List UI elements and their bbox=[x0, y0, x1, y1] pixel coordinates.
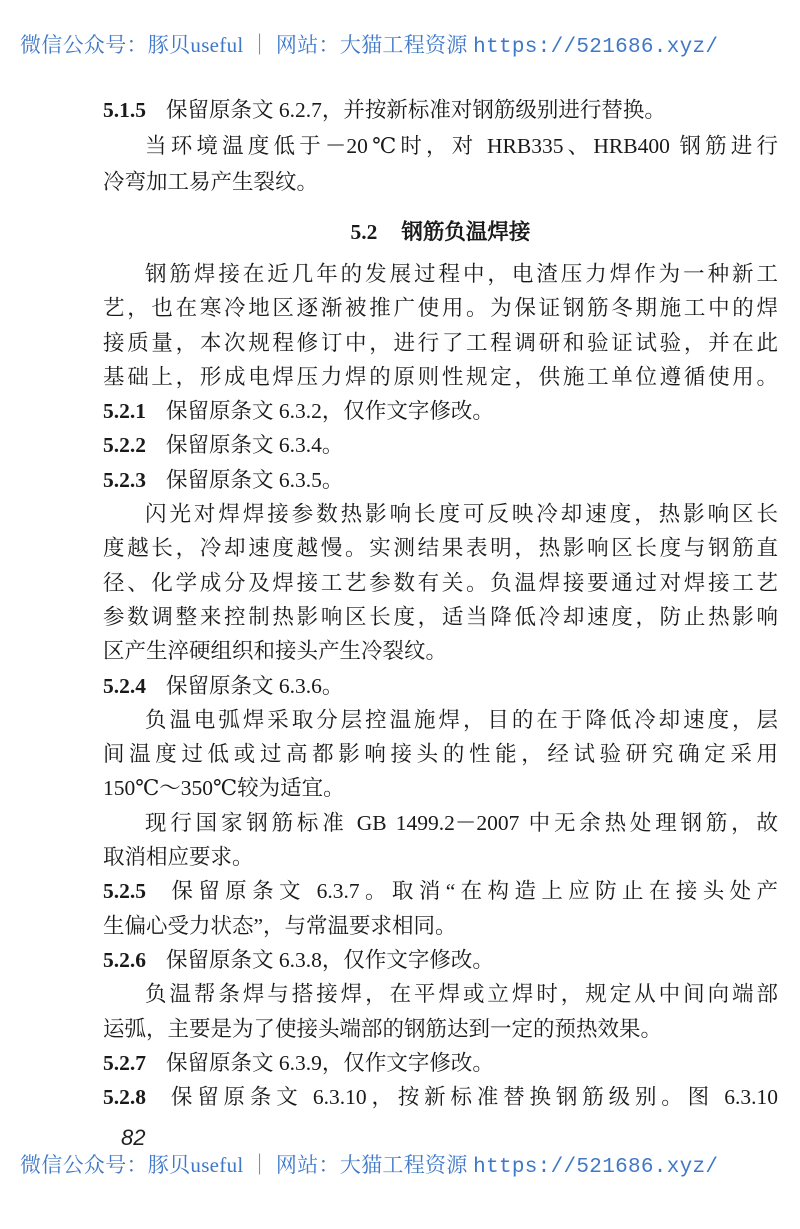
text-line bbox=[103, 771, 778, 805]
text-line bbox=[103, 600, 778, 634]
clause-line bbox=[103, 669, 778, 703]
clause-number: 5.2.7 bbox=[103, 1050, 146, 1075]
line-text: 保留原条文 6.3.8，仅作文字修改。 bbox=[166, 947, 494, 972]
line-text: 保留原条文 6.3.2，仅作文字修改。 bbox=[166, 399, 494, 424]
line-text: 间温度过低或过高都影响接头的性能，经试验研究确定采用 bbox=[103, 742, 778, 767]
text-line bbox=[103, 497, 778, 531]
line-text: 径、化学成分及焊接工艺参数有关。负温焊接要通过对焊接工艺 bbox=[103, 570, 778, 595]
line-text: 现行国家钢筋标准 GB 1499.2－2007 中无余热处理钢筋，故 bbox=[145, 810, 778, 835]
line-text: 度越长，冷却速度越慢。实测结果表明，热影响区长度与钢筋直 bbox=[103, 536, 778, 561]
section-number: 5.2 bbox=[350, 220, 378, 244]
clause-line bbox=[103, 943, 778, 977]
text-line bbox=[103, 909, 778, 943]
text-line bbox=[103, 326, 778, 360]
clause-number: 5.2.1 bbox=[103, 399, 146, 424]
line-text: 当环境温度低于－20℃时，对 HRB335、HRB400 钢筋进行 bbox=[145, 134, 778, 158]
section-title: 钢筋负温焊接 bbox=[401, 220, 531, 244]
line-text: 取消相应要求。 bbox=[103, 845, 254, 870]
text-line bbox=[103, 164, 778, 200]
clause-number: 5.2.4 bbox=[103, 673, 146, 698]
text-line bbox=[103, 291, 778, 325]
line-text: 运弧，主要是为了使接头端部的钢筋达到一定的预热效果。 bbox=[103, 1016, 663, 1041]
clause-line bbox=[103, 394, 778, 428]
text-line bbox=[103, 257, 778, 291]
line-text: 负温帮条焊与搭接焊，在平焊或立焊时，规定从中间向端部 bbox=[145, 982, 778, 1007]
text-line bbox=[103, 128, 778, 164]
watermark-label: 微信公众号：豚贝useful ｜ 网站：大猫工程资源 bbox=[20, 33, 474, 57]
watermark-top bbox=[20, 33, 780, 57]
clause-number: 5.2.3 bbox=[103, 467, 146, 492]
line-text: 区产生淬硬组织和接头产生冷裂纹。 bbox=[103, 639, 448, 664]
document-body bbox=[103, 92, 778, 1114]
text-line bbox=[103, 566, 778, 600]
clause-line bbox=[103, 874, 778, 908]
text-line bbox=[103, 737, 778, 771]
clause-number: 5.2.5 bbox=[103, 879, 146, 904]
text-line bbox=[103, 703, 778, 737]
text-line bbox=[103, 840, 778, 874]
clause-line bbox=[103, 463, 778, 497]
clause-line bbox=[103, 92, 778, 128]
watermark-url: https://521686.xyz/ bbox=[473, 36, 719, 59]
line-text: 生偏心受力状态”，与常温要求相同。 bbox=[103, 913, 457, 938]
clause-number: 5.2.2 bbox=[103, 433, 146, 458]
line-text: 保留原条文 6.2.7，并按新标准对钢筋级别进行替换。 bbox=[166, 98, 666, 122]
clause-line bbox=[103, 428, 778, 462]
clause-number: 5.1.5 bbox=[103, 98, 146, 122]
line-text: 负温电弧焊采取分层控温施焊，目的在于降低冷却速度，层 bbox=[145, 707, 778, 732]
text-line bbox=[103, 1012, 778, 1046]
section-heading bbox=[103, 208, 778, 257]
line-text: 参数调整来控制热影响区长度，适当降低冷却速度，防止热影响 bbox=[103, 604, 778, 629]
line-text: 保留原条文 6.3.9，仅作文字修改。 bbox=[166, 1050, 494, 1075]
line-text: 钢筋焊接在近几年的发展过程中，电渣压力焊作为一种新工 bbox=[145, 262, 778, 286]
watermark-url: https://521686.xyz/ bbox=[473, 1156, 719, 1179]
line-text: 基础上，形成电焊压力焊的原则性规定，供施工单位遵循使用。 bbox=[103, 364, 778, 389]
line-text: 接质量，本次规程修订中，进行了工程调研和验证试验，并在此 bbox=[103, 330, 778, 355]
line-text: 冷弯加工易产生裂纹。 bbox=[103, 170, 319, 194]
text-line bbox=[103, 360, 778, 394]
watermark-bottom bbox=[20, 1153, 780, 1177]
line-text: 保留原条文 6.3.4。 bbox=[166, 433, 344, 458]
clause-line bbox=[103, 1080, 778, 1114]
clause-number: 5.2.8 bbox=[103, 1085, 146, 1110]
line-text: 保留原条文 6.3.7。取消“在构造上应防止在接头处产 bbox=[166, 879, 778, 904]
text-line bbox=[103, 634, 778, 668]
text-line bbox=[103, 806, 778, 840]
page-number: 82 bbox=[121, 1125, 146, 1150]
line-text: 150℃～350℃较为适宜。 bbox=[103, 776, 345, 801]
text-line bbox=[103, 977, 778, 1011]
line-text: 保留原条文 6.3.10，按新标准替换钢筋级别。图 6.3.10 bbox=[166, 1085, 778, 1110]
watermark-label: 微信公众号：豚贝useful ｜ 网站：大猫工程资源 bbox=[20, 1153, 474, 1177]
line-text: 艺，也在寒冷地区逐渐被推广使用。为保证钢筋冬期施工中的焊 bbox=[103, 296, 778, 321]
line-text: 保留原条文 6.3.6。 bbox=[166, 673, 344, 698]
clause-line bbox=[103, 1046, 778, 1080]
line-text: 闪光对焊焊接参数热影响长度可反映冷却速度，热影响区长 bbox=[145, 502, 778, 527]
text-line bbox=[103, 531, 778, 565]
clause-number: 5.2.6 bbox=[103, 947, 146, 972]
line-text: 保留原条文 6.3.5。 bbox=[166, 467, 344, 492]
